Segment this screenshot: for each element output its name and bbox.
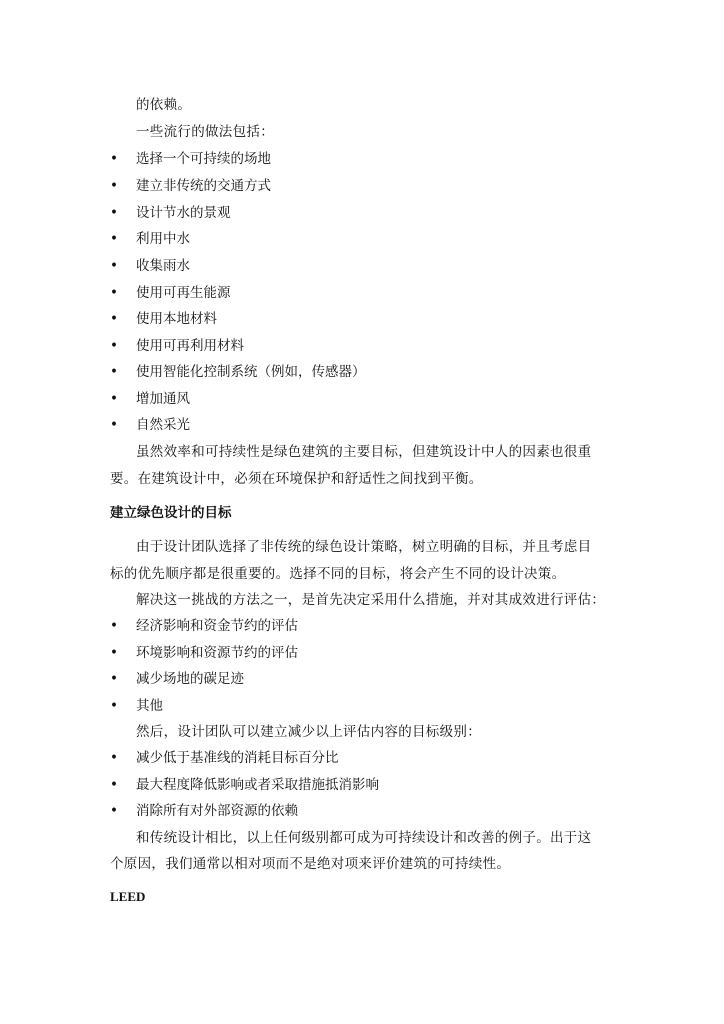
bullet-icon: • [110,618,118,634]
section-heading: LEED [110,889,146,904]
bullet-icon: • [110,178,118,194]
paragraph-line: 标的优先顺序都是很重要的。选择不同的目标，将会产生不同的设计决策。 [110,566,566,582]
bullet-icon: • [110,285,118,301]
bullet-icon: • [110,391,118,407]
bullet-icon: • [110,671,118,687]
bullet-icon: • [110,205,118,221]
document-page: 的依赖。 一些流行的做法包括： • 选择一个可持续的场地 • 建立非传统的交通方式 • 设计节水的景观 • 利用中水 • 收集雨水 • 使用可再生能源 • 使用本地材料 • 使用可再利用材料 • 使用智能化控制系统（例如，传感器） • 增加通风 • 自然采光 虽然效率和可持续性是绿色建筑的主要目标，但建筑设计中人的因素也很重 要。在建筑设计中，必须在环境保护和舒适性之间找到平衡。 建立绿色设计的目标 由于设计团队选择了非传统的绿色设计策略，树立明确的目标，并且考虑目 标的优先顺序都是很重要的。选择不同的目标，将会产生不同的设计决策。 解决这一挑战的方法之一，是首先决定采用什么措施，并对其成效进行评估： • 经济影响和资金节约的评估 • 环境影响和资源节约的评估 • 减少场地的碳足迹 • 其他 然后，设计团队可以建立减少以上评估内容的目标级别： • 减少低于基准线的消耗目标百分比 • 最大程度降低影响或者采取措施抵消影响 • 消除所有对外部资源的依赖 和传统设计相比，以上任何级别都可成为可持续设计和改善的例子。出于这 个原因，我们通常以相对项而不是绝对项来评价建筑的可持续性。 LEED [0,0,724,1024]
bullet-icon: • [110,258,118,274]
paragraph-line: 要。在建筑设计中，必须在环境保护和舒适性之间找到平衡。 [110,471,483,487]
intro-line: 一些流行的做法包括： [136,124,274,140]
bullet-icon: • [110,364,118,380]
bullet-icon: • [110,338,118,354]
bullet-icon: • [110,311,118,327]
paragraph-line: 然后，设计团队可以建立减少以上评估内容的目标级别： [136,724,481,740]
bullet-icon: • [110,417,118,433]
bullet-icon: • [110,151,118,167]
paragraph-line: 个原因，我们通常以相对项而不是绝对项来评价建筑的可持续性。 [110,856,511,872]
bullet-icon: • [110,231,118,247]
paragraph-line: 解决这一挑战的方法之一，是首先决定采用什么措施，并对其成效进行评估： [136,592,606,608]
bullet-icon: • [110,750,118,766]
bullet-icon: • [110,698,118,714]
paragraph-line: 虽然效率和可持续性是绿色建筑的主要目标，但建筑设计中人的因素也很重 [136,444,592,460]
bullet-icon: • [110,803,118,819]
paragraph-line: 由于设计团队选择了非传统的绿色设计策略，树立明确的目标，并且考虑目 [136,539,592,555]
paragraph-line: 和传统设计相比，以上任何级别都可成为可持续设计和改善的例子。出于这 [136,830,592,846]
text-line-continuation: 的依赖。 [136,97,192,113]
bullet-icon: • [110,777,118,793]
bullet-icon: • [110,645,118,661]
section-heading: 建立绿色设计的目标 [110,505,232,521]
